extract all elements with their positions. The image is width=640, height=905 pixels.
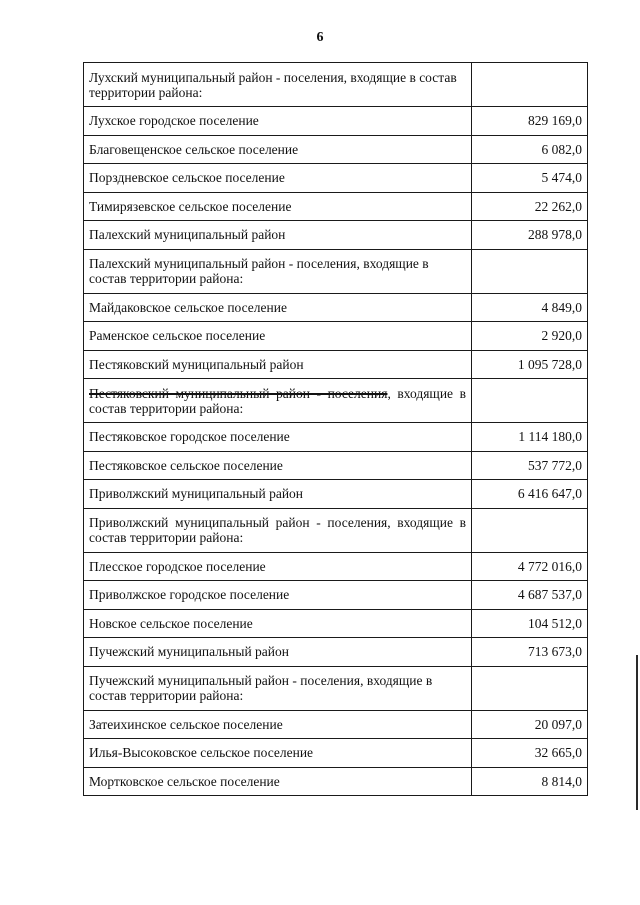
row-name: Пучежский муниципальный район - поселения, входящие в состав территории района: xyxy=(84,666,472,710)
row-name: Затеихинское сельское поселение xyxy=(84,710,472,739)
row-value: 288 978,0 xyxy=(472,221,588,250)
row-value: 4 849,0 xyxy=(472,293,588,322)
table-row xyxy=(84,451,588,480)
table-row-header xyxy=(84,249,588,293)
row-name: Пестяковский муниципальный район xyxy=(84,350,472,379)
row-name xyxy=(84,379,472,423)
row-name: Лухское городское поселение xyxy=(84,107,472,136)
table-row-header xyxy=(84,379,588,423)
row-value: 104 512,0 xyxy=(472,609,588,638)
row-value: 2 920,0 xyxy=(472,322,588,351)
row-name: Благовещенское сельское поселение xyxy=(84,135,472,164)
table-row xyxy=(84,221,588,250)
row-value: 8 814,0 xyxy=(472,767,588,796)
row-value: 6 082,0 xyxy=(472,135,588,164)
row-value: 5 474,0 xyxy=(472,164,588,193)
row-name: Майдаковское сельское поселение xyxy=(84,293,472,322)
row-value xyxy=(472,379,588,423)
table-row xyxy=(84,192,588,221)
table-row xyxy=(84,767,588,796)
row-value: 22 262,0 xyxy=(472,192,588,221)
row-value: 713 673,0 xyxy=(472,638,588,667)
row-name: Пучежский муниципальный район xyxy=(84,638,472,667)
table-row xyxy=(84,107,588,136)
row-value: 20 097,0 xyxy=(472,710,588,739)
table-row-header xyxy=(84,508,588,552)
row-value: 4 772 016,0 xyxy=(472,552,588,581)
row-name: Приволжский муниципальный район xyxy=(84,480,472,509)
row-value: 1 095 728,0 xyxy=(472,350,588,379)
table-row-header xyxy=(84,666,588,710)
row-value: 537 772,0 xyxy=(472,451,588,480)
row-name: Порздневское сельское поселение xyxy=(84,164,472,193)
table-row xyxy=(84,552,588,581)
row-name: Раменское сельское поселение xyxy=(84,322,472,351)
table-row xyxy=(84,423,588,452)
page-number: 6 xyxy=(316,30,324,45)
row-name: Палехский муниципальный район - поселения, входящие в состав территории района: xyxy=(84,249,472,293)
row-value: 6 416 647,0 xyxy=(472,480,588,509)
row-value xyxy=(472,508,588,552)
row-value xyxy=(472,249,588,293)
row-name: Новское сельское поселение xyxy=(84,609,472,638)
table-row-header xyxy=(84,63,588,107)
row-value: 829 169,0 xyxy=(472,107,588,136)
scan-edge-mark xyxy=(636,655,638,810)
budget-table xyxy=(83,62,588,796)
table-row xyxy=(84,350,588,379)
row-name: Приволжское городское поселение xyxy=(84,581,472,610)
row-value: 32 665,0 xyxy=(472,739,588,768)
row-name: Плесское городское поселение xyxy=(84,552,472,581)
row-name: Палехский муниципальный район xyxy=(84,221,472,250)
table-row xyxy=(84,293,588,322)
table-row xyxy=(84,322,588,351)
row-name-rest: , входящие в состав территории района: xyxy=(89,385,466,416)
table-row xyxy=(84,710,588,739)
row-value: 4 687 537,0 xyxy=(472,581,588,610)
table-row xyxy=(84,480,588,509)
row-name: Пестяковское сельское поселение xyxy=(84,451,472,480)
struck-text: Пестяковский муниципальный район - поселения xyxy=(89,385,388,401)
table-row xyxy=(84,638,588,667)
table-row xyxy=(84,135,588,164)
row-value xyxy=(472,63,588,107)
row-name: Мортковское сельское поселение xyxy=(84,767,472,796)
row-value xyxy=(472,666,588,710)
table-row xyxy=(84,739,588,768)
row-name: Приволжский муниципальный район - поселения, входящие в состав территории района: xyxy=(84,508,472,552)
table-row xyxy=(84,164,588,193)
table-row xyxy=(84,609,588,638)
table-row xyxy=(84,581,588,610)
row-value: 1 114 180,0 xyxy=(472,423,588,452)
row-name: Илья-Высоковское сельское поселение xyxy=(84,739,472,768)
row-name: Тимирязевское сельское поселение xyxy=(84,192,472,221)
row-name: Лухский муниципальный район - поселения, входящие в состав территории района: xyxy=(84,63,472,107)
row-name: Пестяковское городское поселение xyxy=(84,423,472,452)
